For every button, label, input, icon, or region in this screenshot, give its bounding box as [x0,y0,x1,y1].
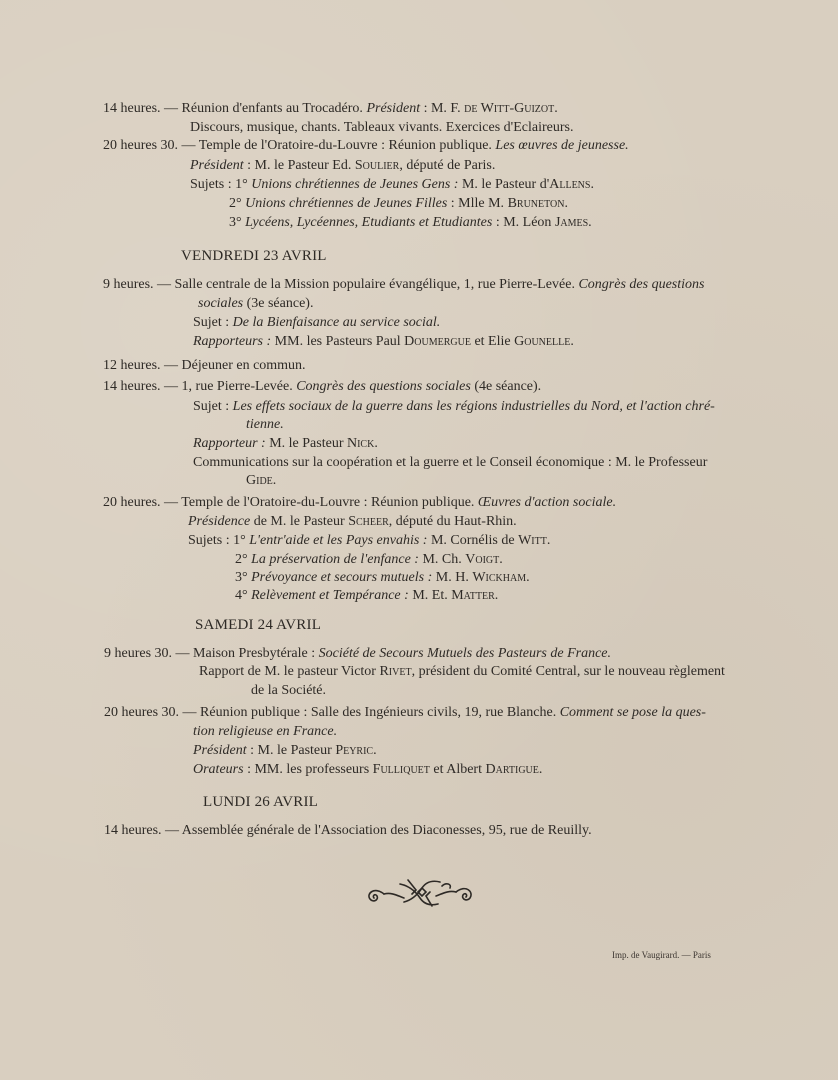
text: : Mlle M. [447,196,508,211]
person-name: Nick [346,436,375,451]
text: M. Et. [408,588,452,603]
text: , député de Paris. [399,158,496,173]
subject-title: Relèvement et Tempérance : [251,588,409,603]
person-name: Matter [451,588,495,603]
event-line [103,378,541,396]
event-time: 9 heures 30. — [104,646,190,661]
event-title: Comment se pose la ques- [559,705,706,720]
event-title: Société de Secours Mutuels des Pasteurs de France. [318,646,612,661]
text: M. le Pasteur d' [458,177,550,192]
president-line [188,513,517,531]
text: . [538,762,543,777]
person-name: Peyric [335,743,374,758]
subject-line: 3° Prévoyance et secours mutuels : M. H. Wickham. [235,570,530,585]
event-text: Réunion publique : Salle des Ingénieurs civils, 19, rue Blanche. [200,705,557,720]
event-text: Déjeuner en commun. [181,358,306,373]
event-time: 14 heures. — [103,101,179,116]
report-line-cont: de la Société. [251,683,327,698]
text: et Elie [470,334,515,349]
text: et Albert [429,762,486,777]
subject-title: La préservation de l'enfance : [251,552,419,567]
day-heading: LUNDI 26 AVRIL [203,794,319,810]
person-name: Dartigue [485,762,539,777]
role-label: Président [193,743,247,758]
subject-number: 1° [233,533,246,548]
subject-number: 3° [235,570,248,585]
event-title: Les œuvres de jeunesse. [495,138,629,153]
event-text: Maison Presbytérale : [193,646,316,661]
event-title: Congrès des questions [578,277,705,292]
subject-number: 1° [235,177,248,192]
report-line [199,663,725,681]
subject-title: Unions chrétiennes de Jeunes Filles [245,196,448,211]
subject-title: De la Bienfaisance au service social. [232,315,441,330]
person-name: Doumergue [404,334,471,349]
person-name: Scheer [348,514,389,529]
event-time: 9 heures. — [103,277,172,292]
day-heading: VENDREDI 23 AVRIL [181,248,327,264]
communications-line: Communications sur la coopération et la guerre et le Conseil économique : M. le Professeur [193,455,708,470]
event-time: 12 heures. — [103,358,179,373]
text: M. Cornélis de [427,533,519,548]
event-text: Salle centrale de la Mission populaire évangélique, 1, rue Pierre-Levée. [174,277,575,292]
text: M. le Pasteur [265,436,347,451]
subject-line: 2° La préservation de l'enfance : M. Ch. Voigt. [235,552,503,567]
role-label: Présidence [188,514,251,529]
subject-title: Prévoyance et secours mutuels : [251,570,433,585]
event-text: Réunion d'enfants au Trocadéro. [181,101,363,116]
session-label: (3e séance). [246,296,314,311]
subject-line: 3° Lycéens, Lycéennes, Etudiants et Etudiantes : M. Léon James. [229,215,592,230]
text: . [570,334,574,349]
text: , député du Haut-Rhin. [388,514,517,529]
event-title-cont: tion religieuse en France. [193,724,338,739]
subject-title: Les effets sociaux de la guerre dans les régions industrielles du Nord, et l'action chré- [232,399,715,414]
text: : M. le Pasteur [246,743,336,758]
text: MM. les Pasteurs Paul [271,334,405,349]
text: Rapport de M. le pasteur Victor [199,664,380,679]
event-text: Temple de l'Oratoire-du-Louvre : Réunion publique. [181,495,475,510]
event-time: 20 heures. — [103,495,179,510]
person-name: de Witt-Guizot [464,101,555,116]
subject-line: Sujets : 1° L'entr'aide et les Pays envahis : M. Cornélis de Witt. [188,533,551,548]
person-name: Bruneton [507,196,565,211]
event-line [104,704,706,722]
person-name: Gounelle [514,334,571,349]
text: : M. Léon [492,215,555,230]
subject-number: 4° [235,588,248,603]
subjects-label: Sujets : [190,177,232,192]
person-name: Rivet [379,664,412,679]
event-detail: Discours, musique, chants. Tableaux vivants. Exercices d'Eclaireurs. [190,120,574,135]
president-line: Président : M. le Pasteur Peyric. [193,743,377,758]
subject-number: 3° [229,215,242,230]
text: de M. le Pasteur [250,514,349,529]
event-line [103,276,704,294]
day-heading: SAMEDI 24 AVRIL [195,617,322,633]
event-line [103,137,629,155]
person-name: Soulier [354,158,400,173]
text: , président du Comité Central, sur le nouveau règlement [411,664,725,679]
text: . [554,101,558,116]
person-name: Voigt [465,552,500,567]
subject-line [193,398,715,416]
event-line [104,645,611,663]
subject-label: Sujet : [193,399,230,414]
person-name: Wickham [472,570,527,585]
text: M. H. [432,570,473,585]
event-text: Temple de l'Oratoire-du-Louvre : Réunion publique. [198,138,492,153]
event-line [103,494,616,512]
event-line [104,822,592,840]
event-time: 20 heures 30. — [104,705,197,720]
event-line [103,357,306,375]
subject-title-cont: tienne. [246,417,284,432]
session-label: (4e séance). [474,379,542,394]
event-title: Congrès des questions sociales [296,379,471,394]
president-line [190,157,495,175]
text: : M. le Pasteur Ed. [243,158,355,173]
subject-number: 2° [235,552,248,567]
subject-line [193,314,440,332]
text: : MM. les professeurs [243,762,373,777]
event-time: 14 heures. — [103,379,179,394]
subject-number: 2° [229,196,242,211]
reporters-line: Rapporteur : M. le Pasteur Nick. [193,436,378,451]
person-name: Allens [549,177,591,192]
event-text: 1, rue Pierre-Levée. [181,379,293,394]
text: : M. F. [420,101,465,116]
speakers-line [193,761,542,779]
printer-imprint: Imp. de Vaugirard. — Paris [612,950,711,960]
event-title: Œuvres d'action sociale. [477,495,617,510]
subject-title: Lycéens, Lycéennes, Etudiants et Etudiantes [245,215,493,230]
person-name: Fulliquet [372,762,430,777]
subject-label: Sujet : [193,315,230,330]
subject-title: Unions chrétiennes de Jeunes Gens : [251,177,459,192]
role-label: Orateurs [193,762,244,777]
fleuron-ornament-icon [364,872,476,912]
event-line-cont [198,295,313,313]
role-label: Rapporteur : [193,436,266,451]
role-label: Président [190,158,244,173]
communications-line-cont: Gide. [246,473,277,488]
role-label: Rapporteurs : [193,334,272,349]
subject-line: 2° Unions chrétiennes de Jeunes Filles : Mlle M. Bruneton. [229,196,568,211]
event-title: sociales [198,296,244,311]
event-text: Assemblée générale de l'Association des Diaconesses, 95, rue de Reuilly. [181,823,592,838]
subject-line: 4° Relèvement et Tempérance : M. Et. Matter. [235,588,499,603]
reporters-line [193,333,574,351]
event-time: 20 heures 30. — [103,138,196,153]
subject-title: L'entr'aide et les Pays envahis : [249,533,428,548]
event-line [103,100,558,118]
person-name: Witt [518,533,547,548]
subjects-label: Sujets : [188,533,230,548]
subject-line: Sujets : 1° Unions chrétiennes de Jeunes Gens : M. le Pasteur d'Allens. [190,177,594,192]
text: M. Ch. [418,552,466,567]
role-label: Président [366,101,421,116]
person-name: Gide [246,473,273,488]
event-time: 14 heures. — [104,823,180,838]
person-name: James [554,215,589,230]
